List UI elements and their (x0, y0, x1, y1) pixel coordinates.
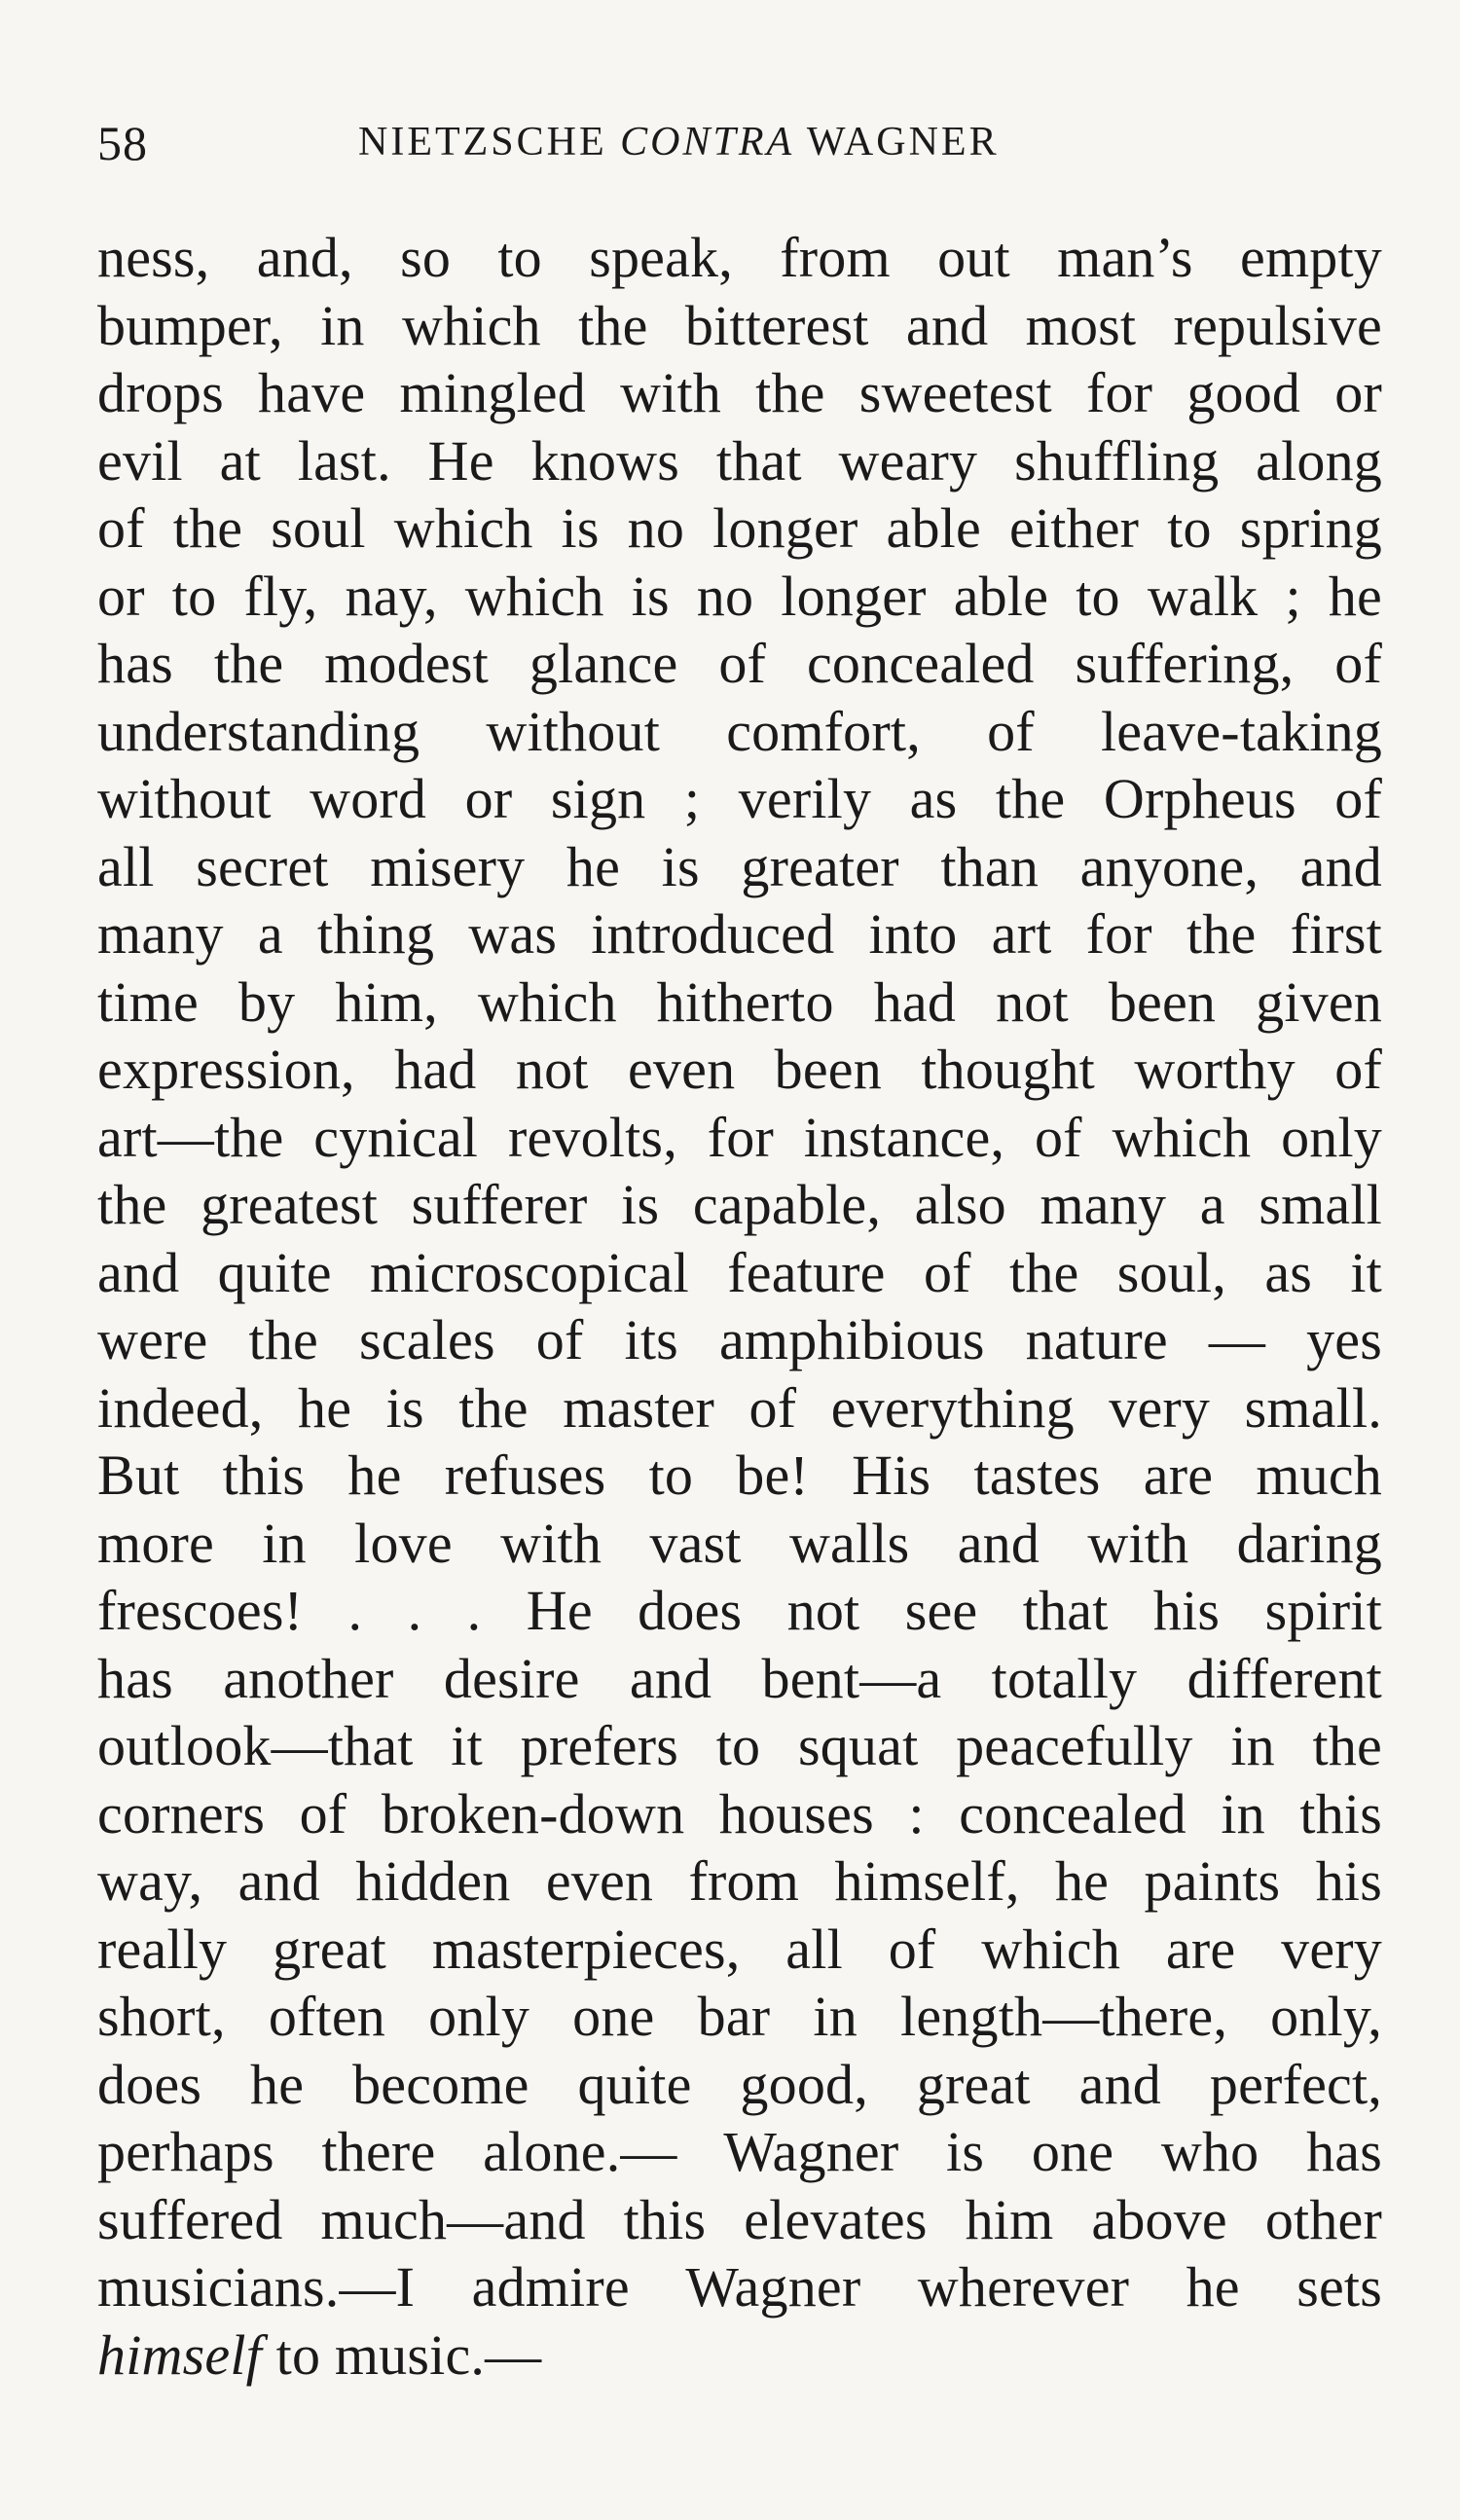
running-title-part1: NIETZSCHE (358, 120, 621, 164)
text-line: frescoes! . . . He does not see that his spirit (97, 1579, 1382, 1642)
running-title-italic: CONTRA (620, 120, 795, 164)
text-line: the greatest sufferer is capable, also many a small (97, 1173, 1382, 1236)
text-line: were the scales of its amphibious nature — yes (97, 1308, 1382, 1371)
text-line: But this he refuses to be! His tastes are much (97, 1443, 1382, 1507)
text-line: evil at last. He knows that weary shuffling along (97, 428, 1382, 493)
text-line: drops have mingled with the sweetest for good or (97, 361, 1382, 424)
text-line: suffered much—and this elevates him above other (97, 2187, 1382, 2251)
running-head (97, 115, 1382, 183)
text-line: has the modest glance of concealed suffering, of (97, 632, 1382, 695)
text-line: musicians.—I admire Wagner wherever he sets (97, 2255, 1382, 2319)
text-line: time by him, which hitherto had not been given (97, 969, 1382, 1034)
text-line: understanding without comfort, of leave-taking (97, 699, 1382, 763)
text-line-final (97, 2321, 1382, 2390)
text-line: all secret misery he is greater than anyone, and (97, 834, 1382, 898)
text-line: expression, had not even been thought worthy of (97, 1038, 1382, 1101)
text-line: corners of broken-down houses : concealed in this (97, 1781, 1382, 1845)
page-number: 58 (97, 116, 148, 170)
text-line: many a thing was introduced into art for the first (97, 902, 1382, 966)
text-line: outlook—that it prefers to squat peacefully in the (97, 1714, 1382, 1777)
text-line: short, often only one bar in length—there, only, (97, 1985, 1382, 2048)
text-line: art—the cynical revolts, for instance, of which only (97, 1105, 1382, 1169)
text-line: way, and hidden even from himself, he paints his (97, 1849, 1382, 1913)
text-line: ness, and, so to speak, from out man’s empty (97, 226, 1382, 289)
text-line: really great masterpieces, all of which are very (97, 1917, 1382, 1981)
final-line-text: to music.— (261, 2322, 542, 2387)
text-line: has another desire and bent—a totally different (97, 1646, 1382, 1710)
text-line: does he become quite good, great and perfect, (97, 2052, 1382, 2116)
emphasis-himself: himself (97, 2322, 262, 2387)
text-line: without word or sign ; verily as the Orpheus of (97, 767, 1382, 830)
running-title-part2: WAGNER (794, 120, 1000, 164)
text-line: indeed, he is the master of everything very small. (97, 1375, 1382, 1440)
body-text (97, 224, 1382, 2389)
text-line: of the soul which is no longer able either to spring (97, 496, 1382, 560)
text-line: more in love with vast walls and with daring (97, 1511, 1382, 1575)
text-line: perhaps there alone.— Wagner is one who has (97, 2120, 1382, 2183)
text-line: and quite microscopical feature of the soul, as it (97, 1240, 1382, 1304)
text-line: or to fly, nay, which is no longer able to walk ; he (97, 564, 1382, 628)
running-title (358, 119, 1000, 165)
text-line: bumper, in which the bitterest and most repulsive (97, 293, 1382, 357)
